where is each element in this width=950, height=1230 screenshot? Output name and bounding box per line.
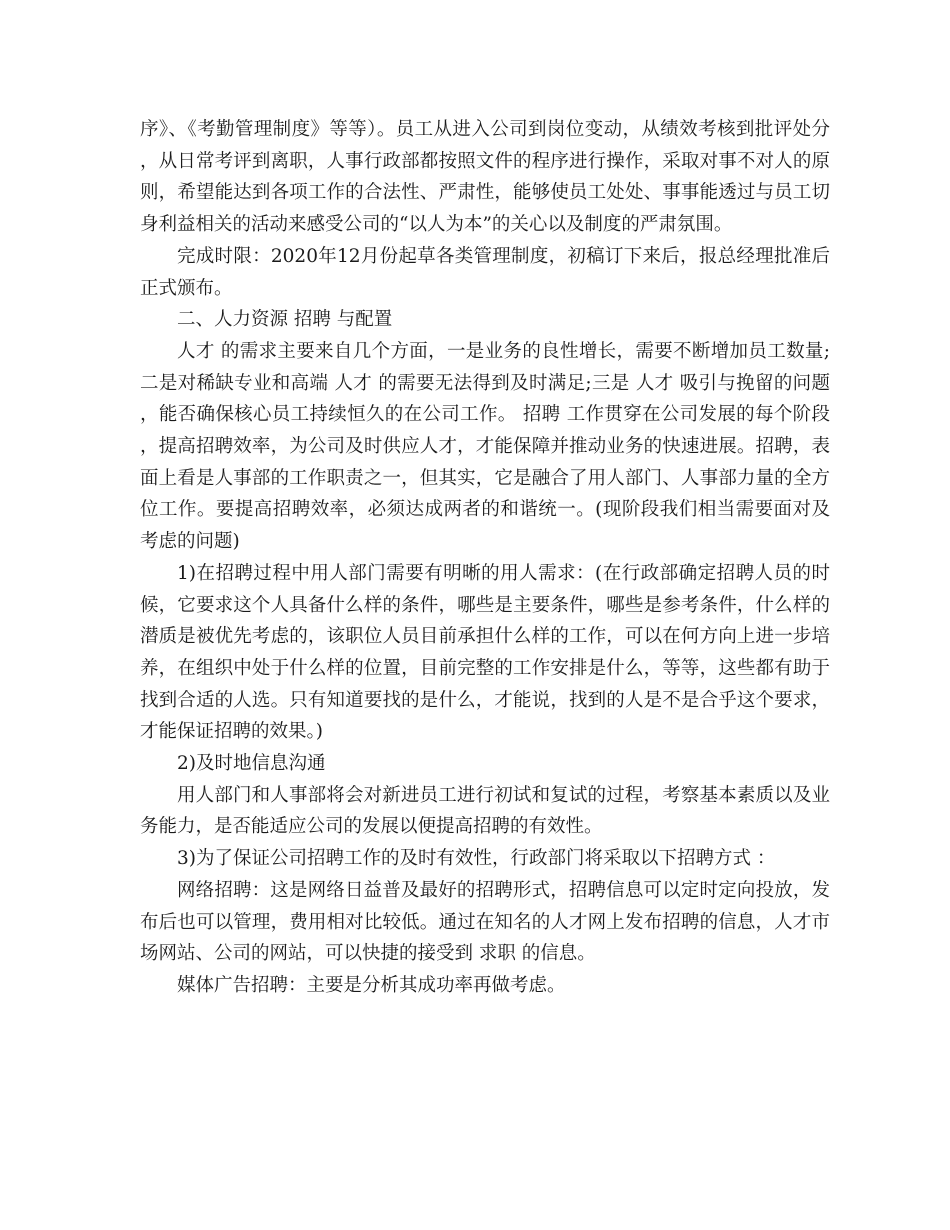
paragraph-item-1: 1)在招聘过程中用人部门需要有明晰的用人需求：(在行政部确定招聘人员的时候，它要求这个人具备什么样的条件，哪些是主要条件，哪些是参考条件，什么样的潜质是被优先考虑的，该职位人员目前承担什么样的工作，可以在何方向上进一步培养，在组织中处于什么样的位置，目前完整的工作安排是什么，等等，这些都有助于找到合适的人选。只有知道要找的是什么，才能说，找到的人是不是合乎这个要求，才能保证招聘的效果。) [140,562,830,743]
paragraph-deadline: 完成时限：2020年12月份起草各类管理制度，初稿订下来后，报总经理批准后正式颁布。 [140,245,830,299]
paragraph-item-2-body: 用人部门和人事部将会对新进员工进行初试和复试的过程，考察基本素质以及业务能力，是否能适应公司的发展以便提高招聘的有效性。 [140,784,830,838]
paragraph-item-2-heading: 2)及时地信息沟通 [177,753,326,775]
paragraph-media-recruitment: 媒体广告招聘：主要是分析其成功率再做考虑。 [177,974,566,996]
document-body [140,114,830,1002]
paragraph-item-3: 3)为了保证公司招聘工作的及时有效性，行政部门将采取以下招聘方式 ： [177,848,776,870]
paragraph-talent-demand: 人才 的需求主要来自几个方面，一是业务的良性增长，需要不断增加员工数量;二是对稀缺专业和高端 人才 的需要无法得到及时满足;三是 人才 吸引与挽留的问题，能否确保核心员工持续恒久的在公司工作。 招聘 工作贯穿在公司发展的每个阶段，提高招聘效率，为公司及时供应人才，才能保障并推动业务的快速进展。招聘，表面上看是人事部的工作职责之一，但其实，它是融合了用人部门、人事部力量的全方位工作。要提高招聘效率，必须达成两者的和谐统一。(现阶段我们相当需要面对及考虑的问题) [140,340,830,553]
section-heading-hr-recruitment: 二、人力资源 招聘 与配置 [177,309,393,331]
paragraph-continuation: 序》、《考勤管理制度》等等）。员工从进入公司到岗位变动，从绩效考核到批评处分，从日常考评到离职，人事行政部都按照文件的程序进行操作，采取对事不对人的原则，希望能达到各项工作的合法性、严肃性，能够使员工处处、事事能透过与员工切身利益相关的活动来感受公司的“以人为本”的关心以及制度的严肃氛围。 [140,119,830,236]
paragraph-online-recruitment: 网络招聘：这是网络日益普及最好的招聘形式，招聘信息可以定时定向投放，发布后也可以管理，费用相对比较低。通过在知名的人才网上发布招聘的信息，人才市场网站、公司的网站，可以快捷的接受到 求职 的信息。 [140,879,830,965]
